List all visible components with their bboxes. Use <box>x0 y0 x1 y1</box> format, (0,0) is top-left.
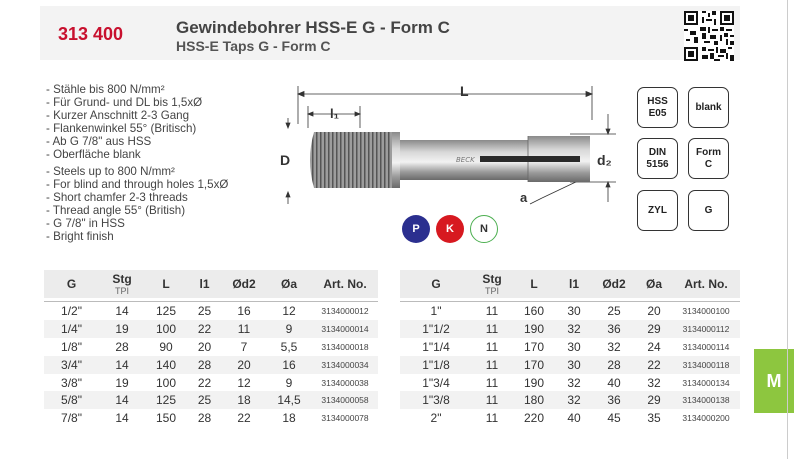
table-row <box>400 391 740 409</box>
table-cell: 11 <box>222 320 266 338</box>
table-cell: 16 <box>237 303 251 318</box>
table-cell: 36 <box>592 391 636 409</box>
feature-de: - Kurzer Anschnitt 2-3 Gang <box>46 108 190 122</box>
table-cell: 16 <box>266 356 312 374</box>
table-cell: 100 <box>155 375 177 390</box>
drawing-label-l1: l₁ <box>330 106 339 121</box>
tap-drawing <box>280 80 630 220</box>
table-cell: 19 <box>99 320 145 338</box>
table-cell: 1"3/4 <box>422 375 450 390</box>
col-header: G <box>44 270 99 298</box>
table-cell: 32 <box>567 375 581 390</box>
table-cell: 11 <box>472 356 512 374</box>
table-cell: 1"1/2 <box>400 320 472 338</box>
table-cell: 22 <box>197 375 212 390</box>
table-cell: 18 <box>282 411 296 426</box>
col-header: Ød2 <box>592 270 636 298</box>
title-german: Gewindebohrer HSS-E G - Form C <box>176 18 450 37</box>
col-header: L <box>145 270 187 298</box>
table-cell: 5/8" <box>44 391 99 409</box>
article-number-cell: 3134000012 <box>321 305 369 316</box>
table-cell: 35 <box>647 411 661 426</box>
article-number-cell: 3134000038 <box>321 377 369 388</box>
table-cell: 28 <box>187 356 222 374</box>
table-cell: 1" <box>430 303 442 318</box>
col-header: Øa <box>266 270 312 298</box>
col-header <box>99 270 145 298</box>
table-cell: 19 <box>115 375 129 390</box>
table-cell: 18 <box>222 391 266 409</box>
col-header-tpi: TPI <box>484 286 499 296</box>
feature-en: - G 7/8" in HSS <box>46 217 125 231</box>
table-cell: 24 <box>647 339 661 354</box>
table-row <box>44 374 378 392</box>
table-cell: 170 <box>523 339 545 354</box>
drawing-label-a: a <box>520 190 528 205</box>
article-number-cell: 3134000078 <box>321 413 369 424</box>
article-number-cell: 3134000118 <box>672 356 740 374</box>
table-row <box>400 374 740 392</box>
table-right <box>400 270 740 427</box>
table-row <box>400 409 740 427</box>
table-cell: 20 <box>197 339 212 354</box>
table-cell: 12 <box>282 303 296 318</box>
feature-en: - Short chamfer 2-3 threads <box>46 191 188 205</box>
table-cell: 14 <box>115 411 129 426</box>
feature-list <box>46 84 228 244</box>
article-number-cell: 3134000014 <box>312 320 378 338</box>
badge-din: DIN 5156 <box>637 138 678 179</box>
feature-de: - Ab G 7/8" aus HSS <box>46 134 152 148</box>
table-cell: 28 <box>115 339 129 354</box>
table-cell: 36 <box>592 320 636 338</box>
table-cell: 14 <box>99 391 145 409</box>
table-cell: 14 <box>99 356 145 374</box>
col-header: Ød2 <box>222 270 266 298</box>
table-cell: 140 <box>145 356 187 374</box>
table-cell: 22 <box>636 356 672 374</box>
drawing-label-d2: d₂ <box>597 152 612 168</box>
table-cell: 22 <box>187 320 222 338</box>
table-cell: 125 <box>145 391 187 409</box>
table-cell: 160 <box>523 303 545 318</box>
col-header: L <box>512 270 556 298</box>
material-p-icon: P <box>402 215 430 243</box>
col-header <box>472 270 512 298</box>
table-cell: 11 <box>472 391 512 409</box>
feature-en: - Steels up to 800 N/mm² <box>46 165 175 179</box>
col-header: Art. No. <box>672 270 740 298</box>
article-number-cell: 3134000058 <box>312 391 378 409</box>
table-cell: 1"1/4 <box>422 339 450 354</box>
table-cell: 25 <box>607 303 621 318</box>
drawing-label-D: D <box>280 152 291 168</box>
material-n-icon: N <box>470 215 498 243</box>
table-row <box>44 320 378 338</box>
section-tab-m[interactable]: M <box>754 349 794 413</box>
article-number-cell: 3134000100 <box>682 305 730 316</box>
svg-text:BECK: BECK <box>456 156 475 164</box>
feature-en: - For blind and through holes 1,5xØ <box>46 178 229 192</box>
table-cell: 29 <box>636 320 672 338</box>
table-cell: 28 <box>592 356 636 374</box>
col-header: Art. No. <box>312 270 378 298</box>
table-row <box>44 409 378 427</box>
table-cell: 20 <box>647 303 661 318</box>
table-cell: 1/2" <box>61 303 82 318</box>
table-cell: 32 <box>556 391 592 409</box>
table-cell: 170 <box>512 356 556 374</box>
badge-finish: blank <box>688 87 729 128</box>
table-cell: 190 <box>523 375 545 390</box>
table-cell: 100 <box>145 320 187 338</box>
badge-form: Form C <box>688 138 729 179</box>
table-row <box>400 302 740 320</box>
table-cell: 7 <box>240 339 248 354</box>
article-number-cell: 3134000138 <box>672 391 740 409</box>
table-cell: 29 <box>636 391 672 409</box>
table-row <box>44 356 378 374</box>
table-cell: 11 <box>485 411 499 426</box>
article-number-cell: 3134000114 <box>682 341 730 352</box>
table-cell: 11 <box>485 375 499 390</box>
col-header: G <box>400 270 472 298</box>
article-number-cell: 3134000200 <box>682 413 730 424</box>
table-cell: 12 <box>237 375 251 390</box>
feature-de: - Flankenwinkel 55° (Britisch) <box>46 121 197 135</box>
article-number-cell: 3134000134 <box>682 377 730 388</box>
table-cell: 30 <box>567 303 581 318</box>
table-cell: 28 <box>197 411 212 426</box>
table-cell: 220 <box>523 411 545 426</box>
table-cell: 14 <box>115 303 129 318</box>
article-number-cell: 3134000112 <box>672 320 740 338</box>
badge-thread: G <box>688 190 729 231</box>
col-header-stg: Stg <box>482 272 502 286</box>
table-row <box>44 302 378 320</box>
feature-en: - Bright finish <box>46 229 114 243</box>
col-header-tpi: TPI <box>114 286 129 296</box>
article-number-cell: 3134000034 <box>312 356 378 374</box>
table-cell: 30 <box>567 339 581 354</box>
table-cell: 3/4" <box>44 356 99 374</box>
table-row <box>44 391 378 409</box>
table-cell: 9 <box>266 320 312 338</box>
col-header: l1 <box>187 270 222 298</box>
table-cell: 22 <box>237 411 251 426</box>
table-cell: 2" <box>430 411 442 426</box>
table-row <box>400 338 740 356</box>
table-cell: 1"1/8 <box>400 356 472 374</box>
table-cell: 3/8" <box>61 375 82 390</box>
table-row <box>400 356 740 374</box>
table-left <box>44 270 378 427</box>
article-number: 313 400 <box>58 24 124 44</box>
table-cell: 30 <box>556 356 592 374</box>
table-cell: 32 <box>607 339 621 354</box>
feature-de: - Für Grund- und DL bis 1,5xØ <box>46 95 203 109</box>
badge-hss: HSS E05 <box>637 87 678 128</box>
table-cell: 32 <box>647 375 661 390</box>
drawing-label-L: L <box>460 83 469 99</box>
table-cell: 1"3/8 <box>400 391 472 409</box>
table-cell: 190 <box>512 320 556 338</box>
feature-en: - Thread angle 55° (British) <box>46 204 186 218</box>
title-english: HSS-E Taps G - Form C <box>176 38 331 54</box>
table-cell: 40 <box>607 375 621 390</box>
col-header: Øa <box>636 270 672 298</box>
table-cell: 150 <box>155 411 177 426</box>
table-cell: 125 <box>155 303 177 318</box>
col-header-stg: Stg <box>112 272 132 286</box>
col-header: l1 <box>556 270 592 298</box>
table-cell: 9 <box>285 375 293 390</box>
table-cell: 180 <box>512 391 556 409</box>
article-number-cell: 3134000018 <box>321 341 369 352</box>
qr-code-icon[interactable] <box>684 11 734 61</box>
table-row <box>44 338 378 356</box>
table-cell: 20 <box>222 356 266 374</box>
table-cell: 11 <box>472 320 512 338</box>
table-cell: 11 <box>485 303 499 318</box>
table-cell: 25 <box>187 391 222 409</box>
table-cell: 7/8" <box>61 411 82 426</box>
table-cell: 1/4" <box>44 320 99 338</box>
table-cell: 5,5 <box>280 339 298 354</box>
material-k-icon: K <box>436 215 464 243</box>
feature-de: - Oberfläche blank <box>46 147 141 161</box>
table-cell: 40 <box>567 411 581 426</box>
table-cell: 90 <box>159 339 173 354</box>
table-cell: 11 <box>485 339 499 354</box>
page-edge-line <box>787 0 788 459</box>
table-row <box>400 320 740 338</box>
table-cell: 32 <box>556 320 592 338</box>
table-cell: 45 <box>607 411 621 426</box>
table-cell: 14,5 <box>266 391 312 409</box>
feature-de: - Stähle bis 800 N/mm² <box>46 83 165 96</box>
table-cell: 1/8" <box>61 339 82 354</box>
table-cell: 25 <box>197 303 212 318</box>
badge-shank: ZYL <box>637 190 678 231</box>
